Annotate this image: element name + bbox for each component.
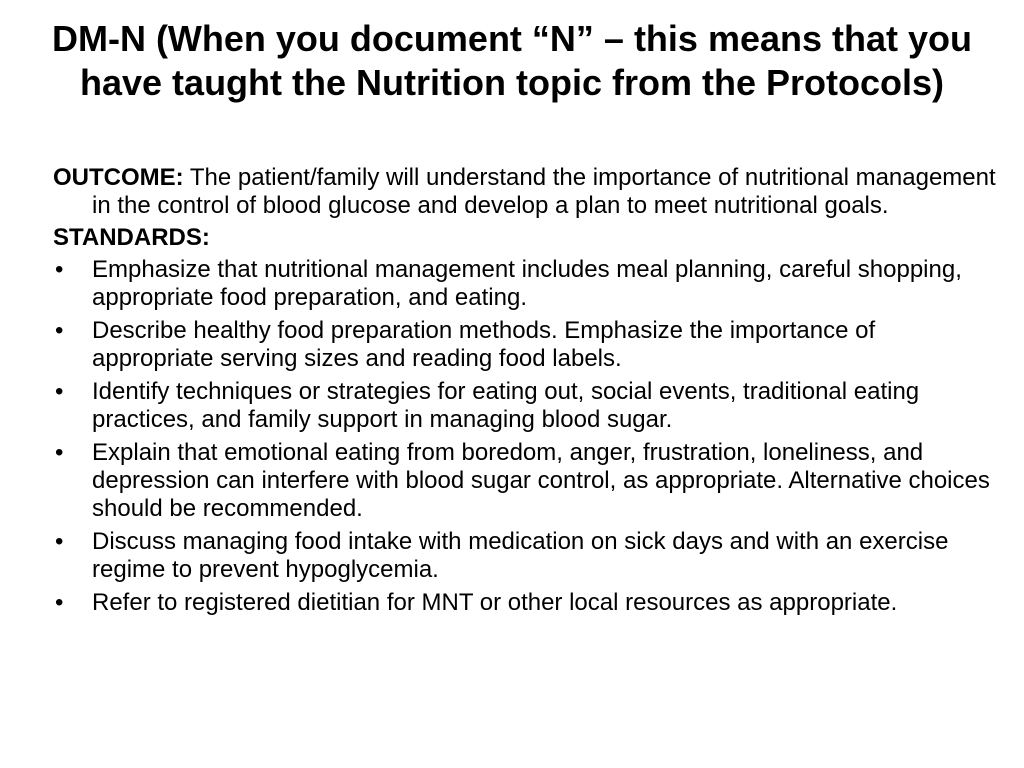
standards-item-text: Emphasize that nutritional management includes meal planning, careful shopping, appropriate food preparation, and eating. (92, 256, 962, 311)
standards-item (53, 528, 998, 584)
bullet-icon: • (55, 256, 64, 283)
bullet-icon: • (55, 528, 64, 555)
slide-body (53, 164, 998, 622)
standards-item (53, 317, 998, 373)
standards-item-text: Discuss managing food intake with medication on sick days and with an exercise regime to prevent hypoglycemia. (92, 528, 949, 583)
standards-heading: STANDARDS: (53, 224, 210, 251)
standards-item (53, 378, 998, 434)
standards-item-text: Explain that emotional eating from boredom, anger, frustration, loneliness, and depression can interfere with blood sugar control, as appropriate. Alternative choices should be recommended. (92, 439, 990, 522)
bullet-icon: • (55, 378, 64, 405)
standards-item-text: Refer to registered dietitian for MNT or other local resources as appropriate. (92, 589, 898, 616)
standards-list (53, 256, 998, 617)
outcome-text: The patient/family will understand the importance of nutritional management in the control of blood glucose and develop a plan to meet nutritional goals. (92, 164, 996, 219)
outcome-label: OUTCOME: (53, 164, 184, 191)
standards-item (53, 256, 998, 312)
standards-item (53, 589, 998, 617)
bullet-icon: • (55, 589, 64, 616)
standards-item-text: Describe healthy food preparation methods. Emphasize the importance of appropriate serving sizes and reading food labels. (92, 317, 876, 372)
standards-item-text: Identify techniques or strategies for eating out, social events, traditional eating practices, and family support in managing blood sugar. (92, 378, 920, 433)
slide-title: DM-N (When you document “N” – this means that you have taught the Nutrition topic from the Protocols) (51, 18, 973, 103)
outcome-paragraph (53, 164, 998, 220)
bullet-icon: • (55, 439, 64, 466)
bullet-icon: • (55, 317, 64, 344)
standards-item (53, 439, 998, 523)
